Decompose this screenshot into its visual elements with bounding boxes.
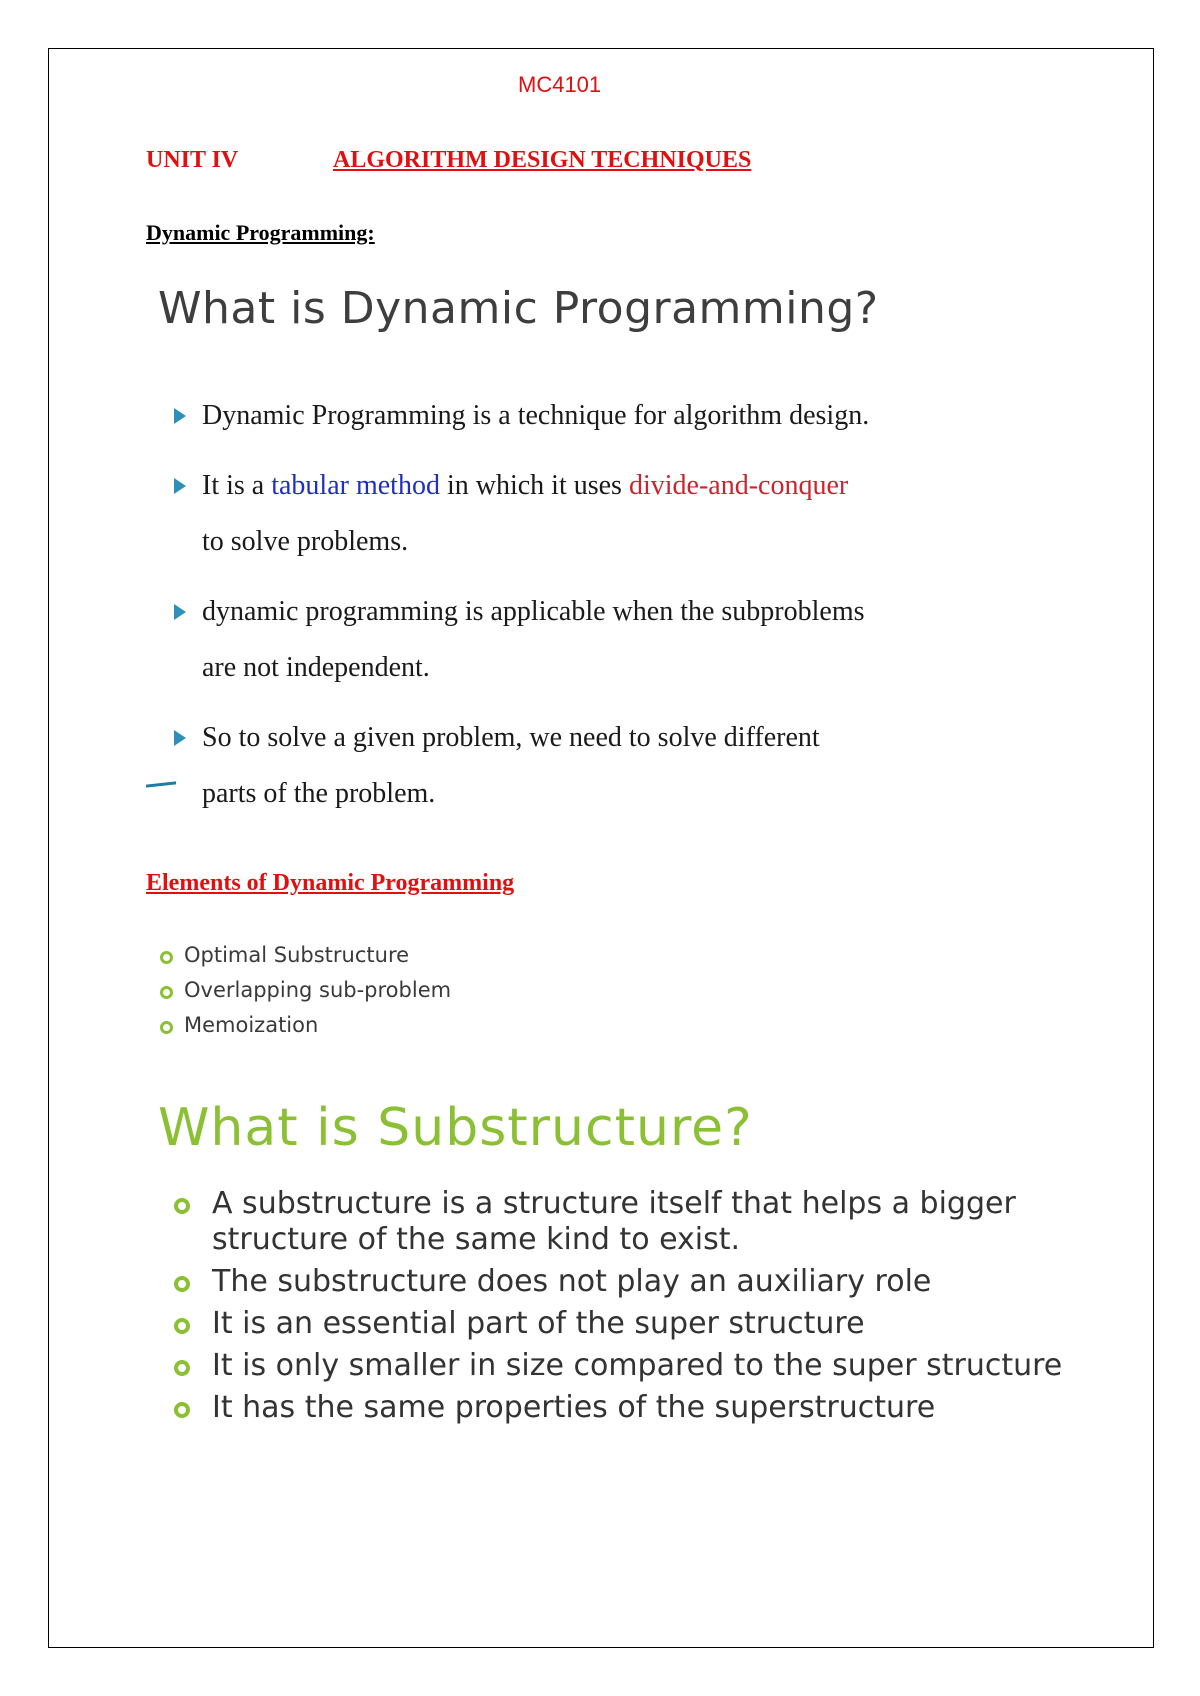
list-item-prefix: It is a: [202, 470, 272, 501]
triangle-bullet-icon: [174, 604, 186, 620]
list-item-middle: in which it uses: [439, 470, 629, 501]
unit-label: UNIT IV: [146, 147, 239, 173]
ring-bullet-icon: [174, 1198, 190, 1214]
section-heading: Dynamic Programming:: [146, 220, 375, 245]
list-item: [172, 458, 869, 570]
list-item-text: Dynamic Programming is a technique for algorithm design.: [202, 400, 870, 431]
list-item: [170, 1186, 1130, 1258]
list-item: [170, 1348, 1130, 1384]
elements-list: [158, 938, 451, 1043]
list-item-suffix: to solve problems.: [202, 526, 409, 557]
divide-and-conquer-term: divide-and-conquer: [628, 470, 849, 501]
ring-bullet-icon: [160, 986, 173, 999]
list-item: [172, 584, 869, 696]
list-item: [158, 973, 451, 1008]
elements-heading: Elements of Dynamic Programming: [146, 870, 515, 896]
course-code: MC4101: [518, 72, 602, 97]
list-item-text: It is only smaller in size compared to the super structure: [212, 1348, 1063, 1383]
ring-bullet-icon: [160, 1021, 173, 1034]
slide1-title: What is Dynamic Programming?: [158, 283, 879, 334]
list-item-text: Optimal Substructure: [184, 943, 410, 967]
list-item-text: It has the same properties of the superstructure: [212, 1390, 936, 1425]
list-item-text: A substructure is a structure itself that helps a bigger structure of the same kind to exist.: [212, 1186, 1016, 1257]
list-item: [158, 1008, 451, 1043]
ring-bullet-icon: [174, 1360, 190, 1376]
list-item-text: It is an essential part of the super structure: [212, 1306, 865, 1341]
list-item: [172, 710, 869, 822]
ring-bullet-icon: [174, 1276, 190, 1292]
list-item: [170, 1306, 1130, 1342]
list-item: [170, 1264, 1130, 1300]
slide1-bullet-list: [172, 388, 869, 836]
list-item-text: Memoization: [184, 1013, 319, 1037]
list-item: [170, 1390, 1130, 1426]
ring-bullet-icon: [174, 1402, 190, 1418]
list-item-line1: dynamic programming is applicable when the subproblems: [202, 596, 865, 627]
triangle-bullet-icon: [174, 730, 186, 746]
triangle-bullet-icon: [174, 408, 186, 424]
slide2-bullet-list: [170, 1186, 1130, 1432]
list-item: [172, 388, 869, 444]
ring-bullet-icon: [174, 1318, 190, 1334]
list-item-line2: are not independent.: [202, 652, 430, 683]
list-item-text: The substructure does not play an auxiliary role: [212, 1264, 932, 1299]
list-item: [158, 938, 451, 973]
slide2-title: What is Substructure?: [158, 1098, 753, 1158]
ring-bullet-icon: [160, 951, 173, 964]
unit-title: ALGORITHM DESIGN TECHNIQUES: [333, 147, 752, 173]
list-item-text: Overlapping sub-problem: [184, 978, 452, 1002]
list-item-line2: parts of the problem.: [202, 778, 436, 809]
triangle-bullet-icon: [174, 478, 186, 494]
tabular-method-term: tabular method: [271, 470, 440, 501]
list-item-line1: So to solve a given problem, we need to solve different: [202, 722, 820, 753]
